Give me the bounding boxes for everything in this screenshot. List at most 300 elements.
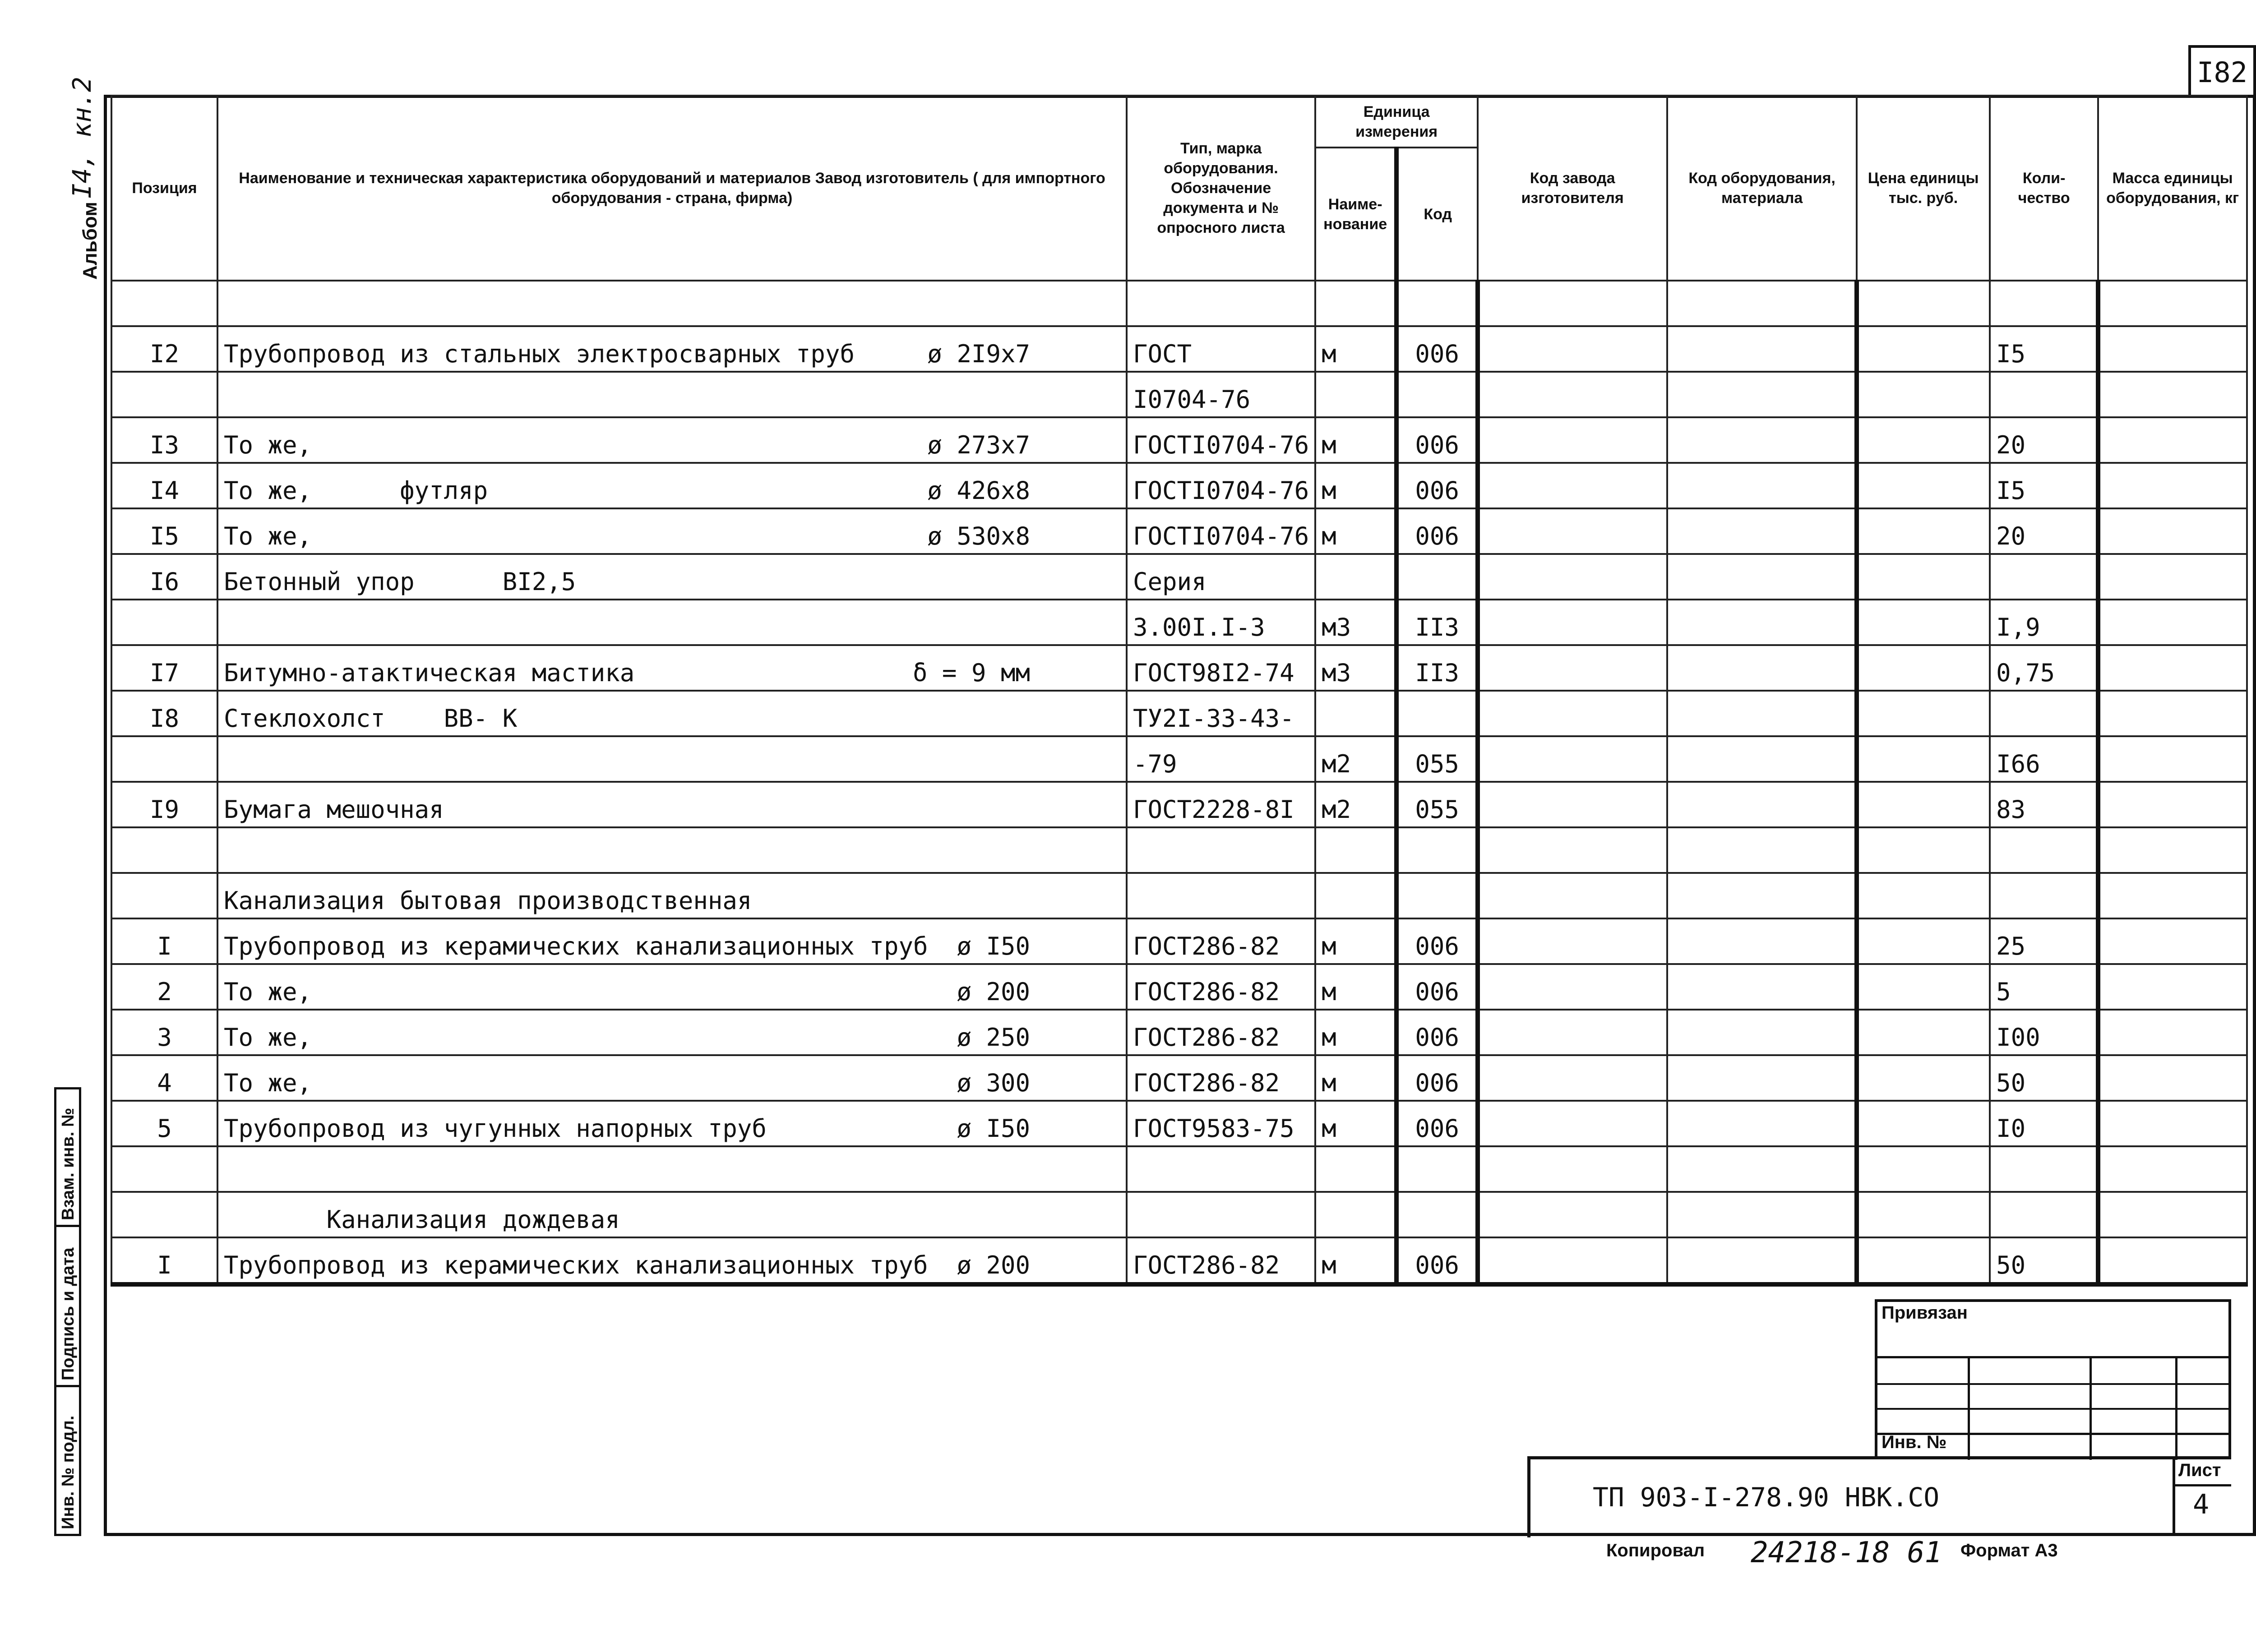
- position-value: I9: [149, 795, 180, 824]
- table-row: [111, 827, 2247, 873]
- cell-unit-code: [1396, 326, 1478, 372]
- cell-description: [217, 281, 1127, 326]
- cell-unit-name: [1315, 918, 1396, 964]
- cell-type: [1127, 508, 1315, 554]
- cell-description: [217, 1101, 1127, 1146]
- cell-equip-code: [1667, 326, 1857, 372]
- description-wrap: [224, 476, 1120, 505]
- cell-equip-code: [1667, 645, 1857, 691]
- cell-maker-code: [1478, 964, 1667, 1010]
- cell-unit-code: [1396, 1146, 1478, 1192]
- cell-unit-name: [1315, 1101, 1396, 1146]
- cell-qty: [1990, 691, 2098, 736]
- cell-qty: [1990, 1237, 2098, 1284]
- cell-mass: [2098, 691, 2247, 736]
- item-spec: ø 530x8: [927, 522, 1030, 550]
- cell-qty: [1990, 600, 2098, 645]
- position-value: I5: [149, 522, 180, 550]
- cell-description: [217, 1237, 1127, 1284]
- qty-value: I5: [1996, 340, 2026, 368]
- cell-mass: [2098, 1101, 2247, 1146]
- position-value: I: [157, 1251, 172, 1279]
- cell-equip-code: [1667, 918, 1857, 964]
- specification-table: [111, 95, 2248, 1287]
- cell-position: [111, 417, 217, 463]
- description-wrap: [224, 659, 1120, 687]
- cell-type: [1127, 645, 1315, 691]
- cell-unit-name: [1315, 827, 1396, 873]
- table-row: [111, 417, 2247, 463]
- cell-mass: [2098, 736, 2247, 782]
- album-number: I4, кн.2: [68, 77, 97, 198]
- unit-value: м: [1322, 1069, 1336, 1097]
- position-value: 5: [157, 1114, 172, 1143]
- item-name: Канализация бытовая производственная: [224, 886, 752, 915]
- description-wrap: [224, 340, 1120, 368]
- cell-maker-code: [1478, 827, 1667, 873]
- cell-position: [111, 873, 217, 918]
- item-name: Трубопровод из керамических канализационных труб: [224, 932, 928, 960]
- cell-price: [1857, 736, 1990, 782]
- cell-position: [111, 372, 217, 417]
- handwritten-number: 24218-18 61: [1751, 1536, 1942, 1569]
- cell-equip-code: [1667, 1101, 1857, 1146]
- strip-label-signature: Подпись и дата: [59, 1247, 78, 1380]
- type-value: ГОСТ286-82: [1133, 932, 1280, 960]
- cell-unit-name: [1315, 1055, 1396, 1101]
- type-value: ГОСТI0704-76: [1133, 431, 1309, 459]
- cell-description: [217, 1010, 1127, 1055]
- cell-equip-code: [1667, 1146, 1857, 1192]
- position-value: I7: [149, 659, 180, 687]
- cell-qty: [1990, 1010, 2098, 1055]
- table-row: [111, 736, 2247, 782]
- table-row: [111, 964, 2247, 1010]
- cell-maker-code: [1478, 691, 1667, 736]
- item-name: Стеклохолст ВВ- К: [224, 704, 518, 733]
- cell-equip-code: [1667, 873, 1857, 918]
- cell-maker-code: [1478, 554, 1667, 600]
- unit-value: м: [1322, 340, 1336, 368]
- qty-value: I66: [1996, 750, 2040, 778]
- cell-equip-code: [1667, 554, 1857, 600]
- cell-maker-code: [1478, 1055, 1667, 1101]
- cell-type: [1127, 372, 1315, 417]
- type-value: ГОСТ2228-8I: [1133, 795, 1294, 824]
- description-wrap: [224, 1069, 1120, 1097]
- cell-position: [111, 281, 217, 326]
- cell-maker-code: [1478, 1237, 1667, 1284]
- item-spec: ø 2I9x7: [927, 340, 1030, 368]
- table-row: [111, 1101, 2247, 1146]
- cell-position: [111, 1101, 217, 1146]
- cell-equip-code: [1667, 508, 1857, 554]
- table-row: [111, 326, 2247, 372]
- item-name: Трубопровод из стальных электросварных труб: [224, 340, 855, 368]
- qty-value: I00: [1996, 1023, 2040, 1052]
- cell-position: [111, 918, 217, 964]
- unit-value: м: [1322, 1251, 1336, 1279]
- table-row: [111, 600, 2247, 645]
- cell-price: [1857, 326, 1990, 372]
- table-row: [111, 782, 2247, 827]
- cell-mass: [2098, 827, 2247, 873]
- cell-price: [1857, 1237, 1990, 1284]
- cell-mass: [2098, 600, 2247, 645]
- table-row: [111, 918, 2247, 964]
- table-body: [111, 281, 2247, 1284]
- item-name: Битумно-атактическая мастика: [224, 659, 635, 687]
- cell-equip-code: [1667, 417, 1857, 463]
- cell-equip-code: [1667, 281, 1857, 326]
- cell-maker-code: [1478, 918, 1667, 964]
- qty-value: 5: [1996, 978, 2011, 1006]
- cell-description: [217, 873, 1127, 918]
- header-mass: Масса единицы оборудования, кг: [2098, 96, 2247, 281]
- cell-equip-code: [1667, 1237, 1857, 1284]
- cell-maker-code: [1478, 1101, 1667, 1146]
- item-name: Трубопровод из керамических канализационных труб: [224, 1251, 928, 1279]
- table-row: [111, 873, 2247, 918]
- item-name: То же,: [224, 1023, 312, 1052]
- code-value: 006: [1415, 1251, 1459, 1279]
- cell-mass: [2098, 645, 2247, 691]
- copied-label: Копировал: [1606, 1541, 1705, 1560]
- cell-qty: [1990, 736, 2098, 782]
- cell-type: [1127, 1146, 1315, 1192]
- cell-type: [1127, 1237, 1315, 1284]
- cell-price: [1857, 1055, 1990, 1101]
- cell-price: [1857, 463, 1990, 508]
- cell-qty: [1990, 782, 2098, 827]
- cell-type: [1127, 1055, 1315, 1101]
- cell-description: [217, 600, 1127, 645]
- cell-description: [217, 508, 1127, 554]
- cell-description: [217, 1192, 1127, 1237]
- item-spec: ø 426x8: [927, 476, 1030, 505]
- cell-qty: [1990, 1101, 2098, 1146]
- item-name: Бумага мешочная: [224, 795, 444, 824]
- position-value: I6: [149, 568, 180, 596]
- cell-mass: [2098, 964, 2247, 1010]
- cell-description: [217, 918, 1127, 964]
- cell-unit-code: [1396, 827, 1478, 873]
- qty-value: 83: [1996, 795, 2026, 824]
- cell-price: [1857, 281, 1990, 326]
- cell-price: [1857, 508, 1990, 554]
- cell-qty: [1990, 1146, 2098, 1192]
- cell-mass: [2098, 281, 2247, 326]
- header-qty: Коли- чество: [1990, 96, 2098, 281]
- cell-unit-name: [1315, 372, 1396, 417]
- code-value: 006: [1415, 522, 1459, 550]
- cell-qty: [1990, 964, 2098, 1010]
- cell-unit-code: [1396, 281, 1478, 326]
- page-number: I82: [2197, 56, 2247, 89]
- type-value: ГОСТ98I2-74: [1133, 659, 1294, 687]
- unit-value: м3: [1322, 613, 1351, 641]
- cell-mass: [2098, 554, 2247, 600]
- position-value: 4: [157, 1069, 172, 1097]
- cell-equip-code: [1667, 1055, 1857, 1101]
- cell-price: [1857, 782, 1990, 827]
- code-value: 006: [1415, 476, 1459, 505]
- cell-mass: [2098, 417, 2247, 463]
- cell-unit-code: [1396, 964, 1478, 1010]
- unit-value: м: [1322, 522, 1336, 550]
- cell-qty: [1990, 326, 2098, 372]
- header-position: Позиция: [111, 96, 217, 281]
- strip-cell-replace: [56, 1089, 79, 1227]
- cell-position: [111, 964, 217, 1010]
- cell-type: [1127, 600, 1315, 645]
- cell-unit-name: [1315, 417, 1396, 463]
- unit-value: м2: [1322, 795, 1351, 824]
- cell-position: [111, 691, 217, 736]
- cell-type: [1127, 554, 1315, 600]
- cell-type: [1127, 691, 1315, 736]
- header-name: Наименование и техническая характеристика оборудований и материалов Завод изготовитель ( для импортного оборудования - страна, фирма): [217, 96, 1127, 281]
- code-value: 006: [1415, 932, 1459, 960]
- description-wrap: [224, 522, 1120, 550]
- inventory-label: Инв. №: [1882, 1432, 1947, 1452]
- position-value: I3: [149, 431, 180, 459]
- cell-unit-code: [1396, 645, 1478, 691]
- cell-equip-code: [1667, 827, 1857, 873]
- table-row: [111, 645, 2247, 691]
- cell-maker-code: [1478, 463, 1667, 508]
- cell-unit-name: [1315, 281, 1396, 326]
- cell-unit-code: [1396, 736, 1478, 782]
- cell-type: [1127, 964, 1315, 1010]
- bound-label: Привязан: [1882, 1303, 1968, 1323]
- item-spec: [1030, 886, 1120, 915]
- qty-value: I,9: [1996, 613, 2040, 641]
- position-value: I2: [149, 340, 180, 368]
- cell-position: [111, 1192, 217, 1237]
- description-wrap: [224, 704, 1120, 733]
- table-row: [111, 1146, 2247, 1192]
- item-spec: ø 273x7: [927, 431, 1030, 459]
- header-unit-code: Код: [1396, 148, 1478, 281]
- table-row: [111, 508, 2247, 554]
- cell-unit-code: [1396, 1101, 1478, 1146]
- cell-price: [1857, 964, 1990, 1010]
- cell-unit-name: [1315, 1146, 1396, 1192]
- item-spec: ø 250: [957, 1023, 1030, 1052]
- cell-equip-code: [1667, 691, 1857, 736]
- sheet-number: 4: [2193, 1489, 2210, 1520]
- cell-equip-code: [1667, 600, 1857, 645]
- code-value: 006: [1415, 1023, 1459, 1052]
- cell-qty: [1990, 1055, 2098, 1101]
- unit-value: м: [1322, 1023, 1336, 1052]
- cell-position: [111, 600, 217, 645]
- item-name: То же, футляр: [224, 476, 488, 505]
- cell-position: [111, 782, 217, 827]
- item-spec: δ = 9 мм: [912, 659, 1030, 687]
- cell-description: [217, 964, 1127, 1010]
- cell-equip-code: [1667, 372, 1857, 417]
- strip-cell-inventory: [56, 1387, 79, 1534]
- code-value: 006: [1415, 978, 1459, 1006]
- cell-type: [1127, 1192, 1315, 1237]
- code-value: II3: [1415, 659, 1459, 687]
- table-row: [111, 1237, 2247, 1284]
- code-value: II3: [1415, 613, 1459, 641]
- position-value: I8: [149, 704, 180, 733]
- cell-maker-code: [1478, 372, 1667, 417]
- cell-maker-code: [1478, 508, 1667, 554]
- item-spec: ø 300: [957, 1069, 1030, 1097]
- cell-unit-code: [1396, 691, 1478, 736]
- cell-qty: [1990, 827, 2098, 873]
- table-row: [111, 554, 2247, 600]
- cell-position: [111, 554, 217, 600]
- code-value: 006: [1415, 340, 1459, 368]
- item-spec: [1030, 568, 1120, 596]
- cell-equip-code: [1667, 736, 1857, 782]
- cell-unit-name: [1315, 645, 1396, 691]
- cell-type: [1127, 463, 1315, 508]
- description-wrap: [224, 886, 1120, 915]
- cell-unit-name: [1315, 736, 1396, 782]
- cell-type: [1127, 417, 1315, 463]
- item-name: Канализация дождевая: [224, 1205, 620, 1234]
- album-label: Альбом: [79, 202, 101, 280]
- item-name: То же,: [224, 978, 312, 1006]
- cell-price: [1857, 827, 1990, 873]
- cell-price: [1857, 1146, 1990, 1192]
- cell-type: [1127, 1101, 1315, 1146]
- cell-maker-code: [1478, 326, 1667, 372]
- unit-value: м: [1322, 476, 1336, 505]
- cell-mass: [2098, 463, 2247, 508]
- strip-label-inventory: Инв. № подл.: [59, 1415, 78, 1529]
- item-name: То же,: [224, 431, 312, 459]
- cell-qty: [1990, 281, 2098, 326]
- cell-price: [1857, 873, 1990, 918]
- cell-unit-code: [1396, 463, 1478, 508]
- cell-price: [1857, 918, 1990, 964]
- cell-position: [111, 463, 217, 508]
- cell-position: [111, 326, 217, 372]
- code-value: 055: [1415, 750, 1459, 778]
- table-row: [111, 372, 2247, 417]
- cell-type: [1127, 918, 1315, 964]
- cell-equip-code: [1667, 964, 1857, 1010]
- type-value: Серия: [1133, 568, 1207, 596]
- table-row: [111, 281, 2247, 326]
- cell-maker-code: [1478, 417, 1667, 463]
- cell-unit-code: [1396, 782, 1478, 827]
- header-unit-group: Единица измерения: [1315, 96, 1478, 148]
- description-wrap: [224, 1205, 1120, 1234]
- unit-value: м: [1322, 978, 1336, 1006]
- item-spec: [1030, 704, 1120, 733]
- cell-maker-code: [1478, 645, 1667, 691]
- cell-equip-code: [1667, 1192, 1857, 1237]
- unit-value: м: [1322, 932, 1336, 960]
- cell-unit-name: [1315, 782, 1396, 827]
- description-wrap: [224, 568, 1120, 596]
- qty-value: I5: [1996, 476, 2026, 505]
- cell-price: [1857, 1192, 1990, 1237]
- cell-qty: [1990, 417, 2098, 463]
- cell-maker-code: [1478, 782, 1667, 827]
- document-code: ТП 903-I-278.90 НВК.СО: [1593, 1482, 1940, 1513]
- cell-mass: [2098, 1237, 2247, 1284]
- cell-qty: [1990, 554, 2098, 600]
- cell-price: [1857, 417, 1990, 463]
- item-name: То же,: [224, 1069, 312, 1097]
- cell-maker-code: [1478, 600, 1667, 645]
- page-number-box: [2188, 45, 2256, 97]
- cell-type: [1127, 281, 1315, 326]
- cell-position: [111, 827, 217, 873]
- cell-mass: [2098, 1146, 2247, 1192]
- description-wrap: [224, 1251, 1120, 1279]
- cell-maker-code: [1478, 1010, 1667, 1055]
- cell-mass: [2098, 918, 2247, 964]
- cell-qty: [1990, 1192, 2098, 1237]
- qty-value: 50: [1996, 1069, 2026, 1097]
- cell-description: [217, 1055, 1127, 1101]
- cell-price: [1857, 600, 1990, 645]
- cell-unit-code: [1396, 417, 1478, 463]
- type-value: ГОСТ9583-75: [1133, 1114, 1294, 1143]
- format-label: Формат А3: [1960, 1541, 2058, 1560]
- header-equip-code: Код оборудования, материала: [1667, 96, 1857, 281]
- type-value: ГОСТI0704-76: [1133, 476, 1309, 505]
- cell-price: [1857, 691, 1990, 736]
- cell-unit-code: [1396, 873, 1478, 918]
- cell-equip-code: [1667, 1010, 1857, 1055]
- cell-mass: [2098, 782, 2247, 827]
- header-type: Тип, марка оборудования. Обозначение документа и № опросного листа: [1127, 96, 1315, 281]
- description-wrap: [224, 1114, 1120, 1143]
- header-maker-code: Код завода изготовителя: [1478, 96, 1667, 281]
- sheet-label: Лист: [2178, 1460, 2221, 1480]
- cell-mass: [2098, 873, 2247, 918]
- cell-position: [111, 508, 217, 554]
- qty-value: 20: [1996, 431, 2026, 459]
- item-spec: ø 200: [957, 978, 1030, 1006]
- cell-maker-code: [1478, 1192, 1667, 1237]
- cell-equip-code: [1667, 782, 1857, 827]
- position-value: I: [157, 932, 172, 960]
- cell-position: [111, 645, 217, 691]
- qty-value: 0,75: [1996, 659, 2055, 687]
- sheet-divider: [2173, 1484, 2231, 1486]
- cell-description: [217, 827, 1127, 873]
- table-row: [111, 691, 2247, 736]
- cell-mass: [2098, 372, 2247, 417]
- cell-price: [1857, 645, 1990, 691]
- unit-value: м2: [1322, 750, 1351, 778]
- strip-label-replace: Взам. инв. №: [59, 1107, 78, 1220]
- type-value: I0704-76: [1133, 385, 1251, 414]
- cell-mass: [2098, 1055, 2247, 1101]
- cell-maker-code: [1478, 281, 1667, 326]
- qty-value: I0: [1996, 1114, 2026, 1143]
- cell-description: [217, 1146, 1127, 1192]
- cell-position: [111, 736, 217, 782]
- type-value: -79: [1133, 750, 1177, 778]
- item-name: Трубопровод из чугунных напорных труб: [224, 1114, 767, 1143]
- cell-qty: [1990, 873, 2098, 918]
- cell-unit-name: [1315, 964, 1396, 1010]
